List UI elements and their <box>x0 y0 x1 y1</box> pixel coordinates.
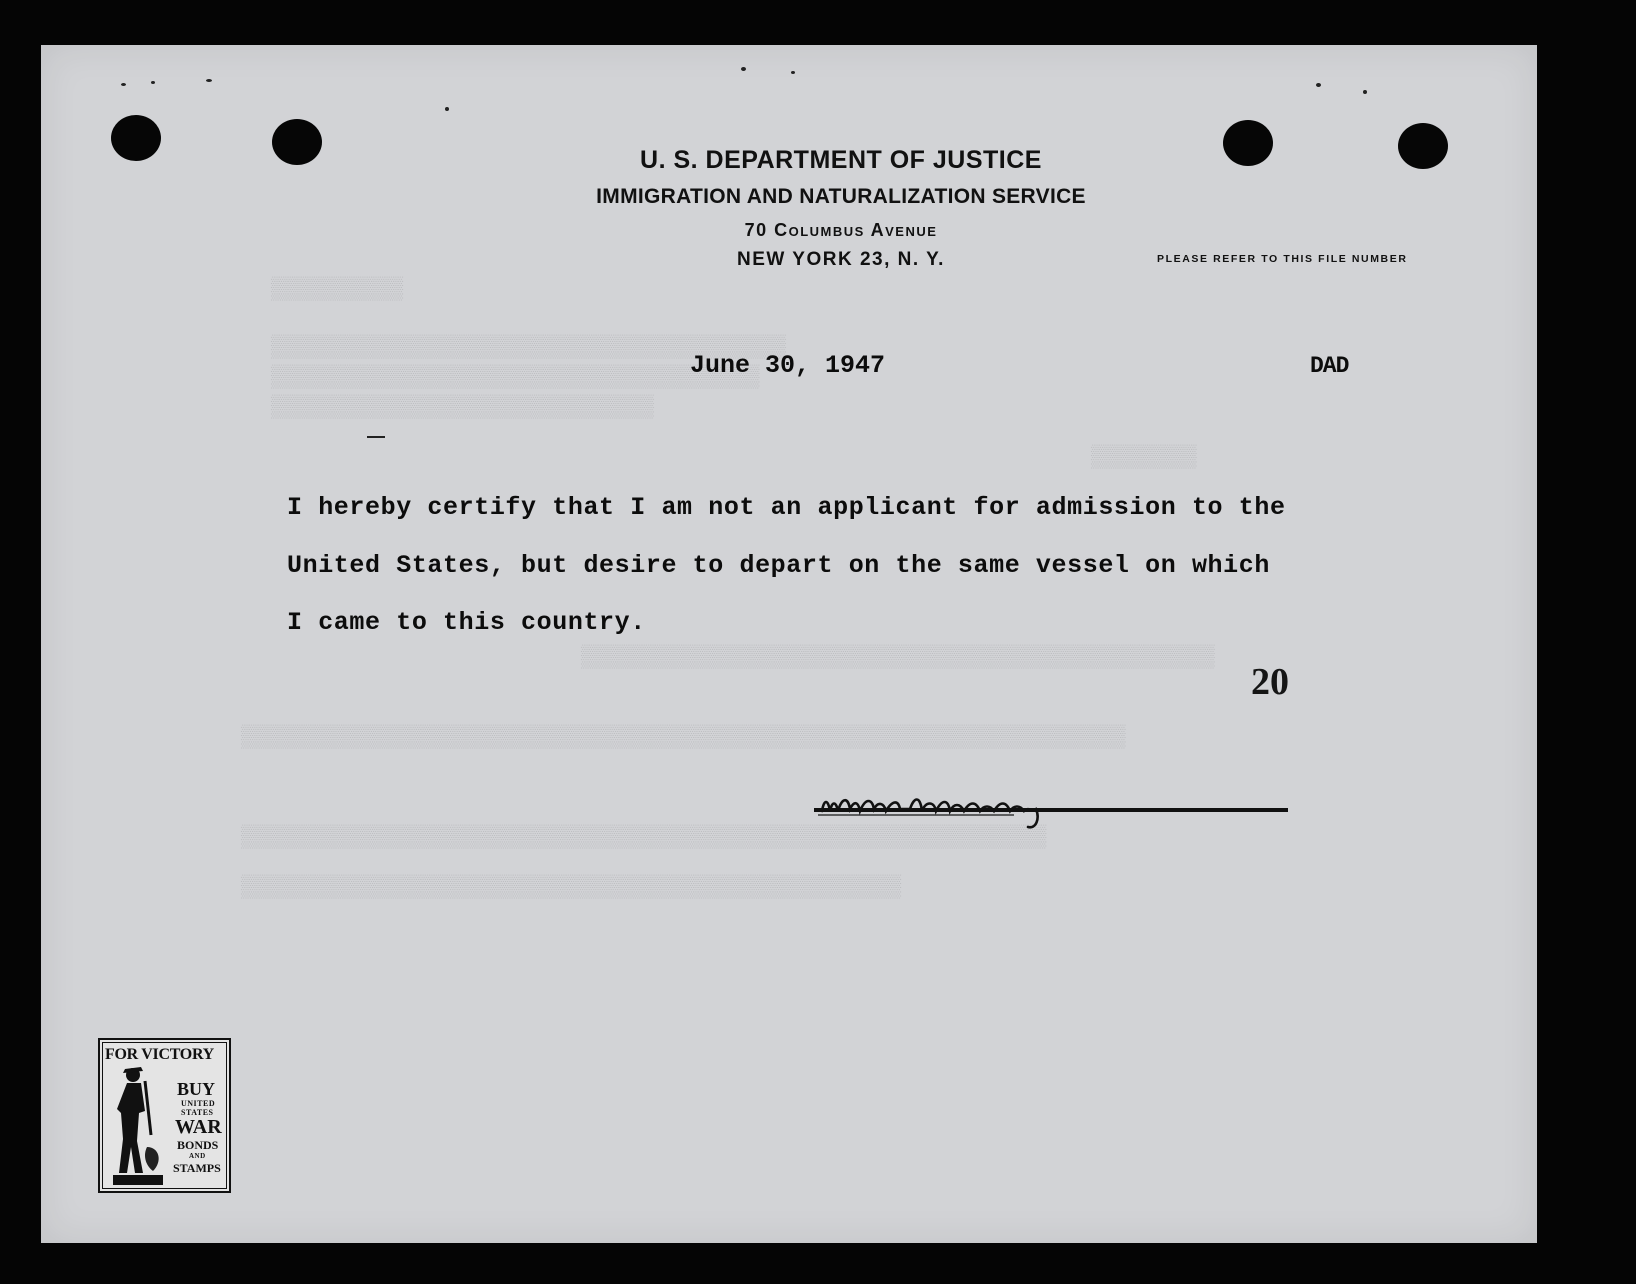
punch-hole <box>272 119 322 165</box>
stamped-number: 20 <box>1251 661 1289 703</box>
stamp-headline: FOR VICTORY <box>105 1046 214 1063</box>
handwritten-signature <box>814 771 1104 836</box>
letter-date: June 30, 1947 <box>690 351 886 380</box>
bleed-through-text: ▒▒▒▒▒▒▒▒▒▒▒▒▒▒▒▒▒▒▒▒▒▒▒▒▒▒▒▒▒ <box>271 395 654 420</box>
stamp-bonds-text: BONDS <box>177 1138 219 1152</box>
service-name: IMMIGRATION AND NATURALIZATION SERVICE <box>596 185 1086 208</box>
stamp-united-text: UNITED <box>181 1099 216 1108</box>
stamp-war-text: WAR <box>175 1116 222 1138</box>
bleed-through-text: ▒▒▒▒▒▒▒▒▒▒ <box>271 277 404 302</box>
street-address: 70 Columbus Avenue <box>744 220 938 240</box>
bleed-through-text: ▒▒▒▒▒▒▒▒▒▒▒▒▒▒▒▒▒▒▒▒▒▒▒▒▒▒▒▒▒▒▒▒▒▒▒▒▒▒▒ <box>271 335 786 360</box>
file-reference-label: PLEASE REFER TO THIS FILE NUMBER <box>1157 253 1408 265</box>
speck <box>741 67 746 71</box>
speck <box>1316 83 1321 87</box>
speck <box>1363 90 1367 94</box>
department-name: U. S. DEPARTMENT OF JUSTICE <box>640 146 1042 174</box>
bleed-through-text: ▒▒▒▒▒▒▒▒▒▒▒▒▒▒▒▒▒▒▒▒▒▒▒▒▒▒▒▒▒▒▒▒▒▒▒▒▒ <box>271 365 760 390</box>
signature-line <box>814 808 1288 812</box>
speck <box>367 436 385 438</box>
punch-hole <box>111 115 161 161</box>
stamp-and-text: AND <box>189 1152 206 1160</box>
stamp-states-text: STATES <box>181 1108 214 1117</box>
speck <box>121 83 126 86</box>
stamp-stamps-text: STAMPS <box>173 1161 221 1175</box>
letterhead <box>521 141 1161 275</box>
punch-hole <box>1398 123 1448 169</box>
speck <box>791 71 795 74</box>
typist-initials: DAD <box>1310 353 1349 379</box>
bleed-through-text: ▒▒▒▒▒▒▒▒▒▒▒▒▒▒▒▒▒▒▒▒▒▒▒▒▒▒▒▒▒▒▒▒▒▒▒▒▒▒▒▒▒▒▒▒▒▒▒▒▒▒▒▒▒▒▒▒▒▒▒▒▒ <box>241 825 1047 850</box>
minuteman-figure-icon <box>107 1061 171 1189</box>
speck <box>445 107 449 111</box>
punch-hole <box>1223 120 1273 166</box>
bleed-through-text: ▒▒▒▒▒▒▒▒▒▒▒▒▒▒▒▒▒▒▒▒▒▒▒▒▒▒▒▒▒▒▒▒▒▒▒▒▒▒▒▒▒▒▒▒▒▒▒▒ <box>581 645 1215 670</box>
bleed-through-text: ▒▒▒▒▒▒▒▒ <box>1091 445 1197 470</box>
speck <box>151 81 155 84</box>
body-line: United States, but desire to depart on the same vessel on which <box>287 551 1270 580</box>
city-address: NEW YORK 23, N. Y. <box>737 249 945 270</box>
stamp-buy-text: BUY <box>177 1079 216 1099</box>
war-bonds-stamp <box>98 1038 231 1193</box>
body-line: I came to this country. <box>287 608 646 637</box>
bleed-through-text: ▒▒▒▒▒▒▒▒▒▒▒▒▒▒▒▒▒▒▒▒▒▒▒▒▒▒▒▒▒▒▒▒▒▒▒▒▒▒▒▒▒▒▒▒▒▒▒▒▒▒ <box>241 875 902 900</box>
speck <box>206 79 212 82</box>
body-line: I hereby certify that I am not an applicant for admission to the <box>287 493 1286 522</box>
bleed-through-text: ▒▒▒▒▒▒▒▒▒▒▒▒▒▒▒▒▒▒▒▒▒▒▒▒▒▒▒▒▒▒▒▒▒▒▒▒▒▒▒▒▒▒▒▒▒▒▒▒▒▒▒▒▒▒▒▒▒▒▒▒▒▒▒▒▒▒▒ <box>241 725 1126 750</box>
document-page <box>41 45 1537 1243</box>
